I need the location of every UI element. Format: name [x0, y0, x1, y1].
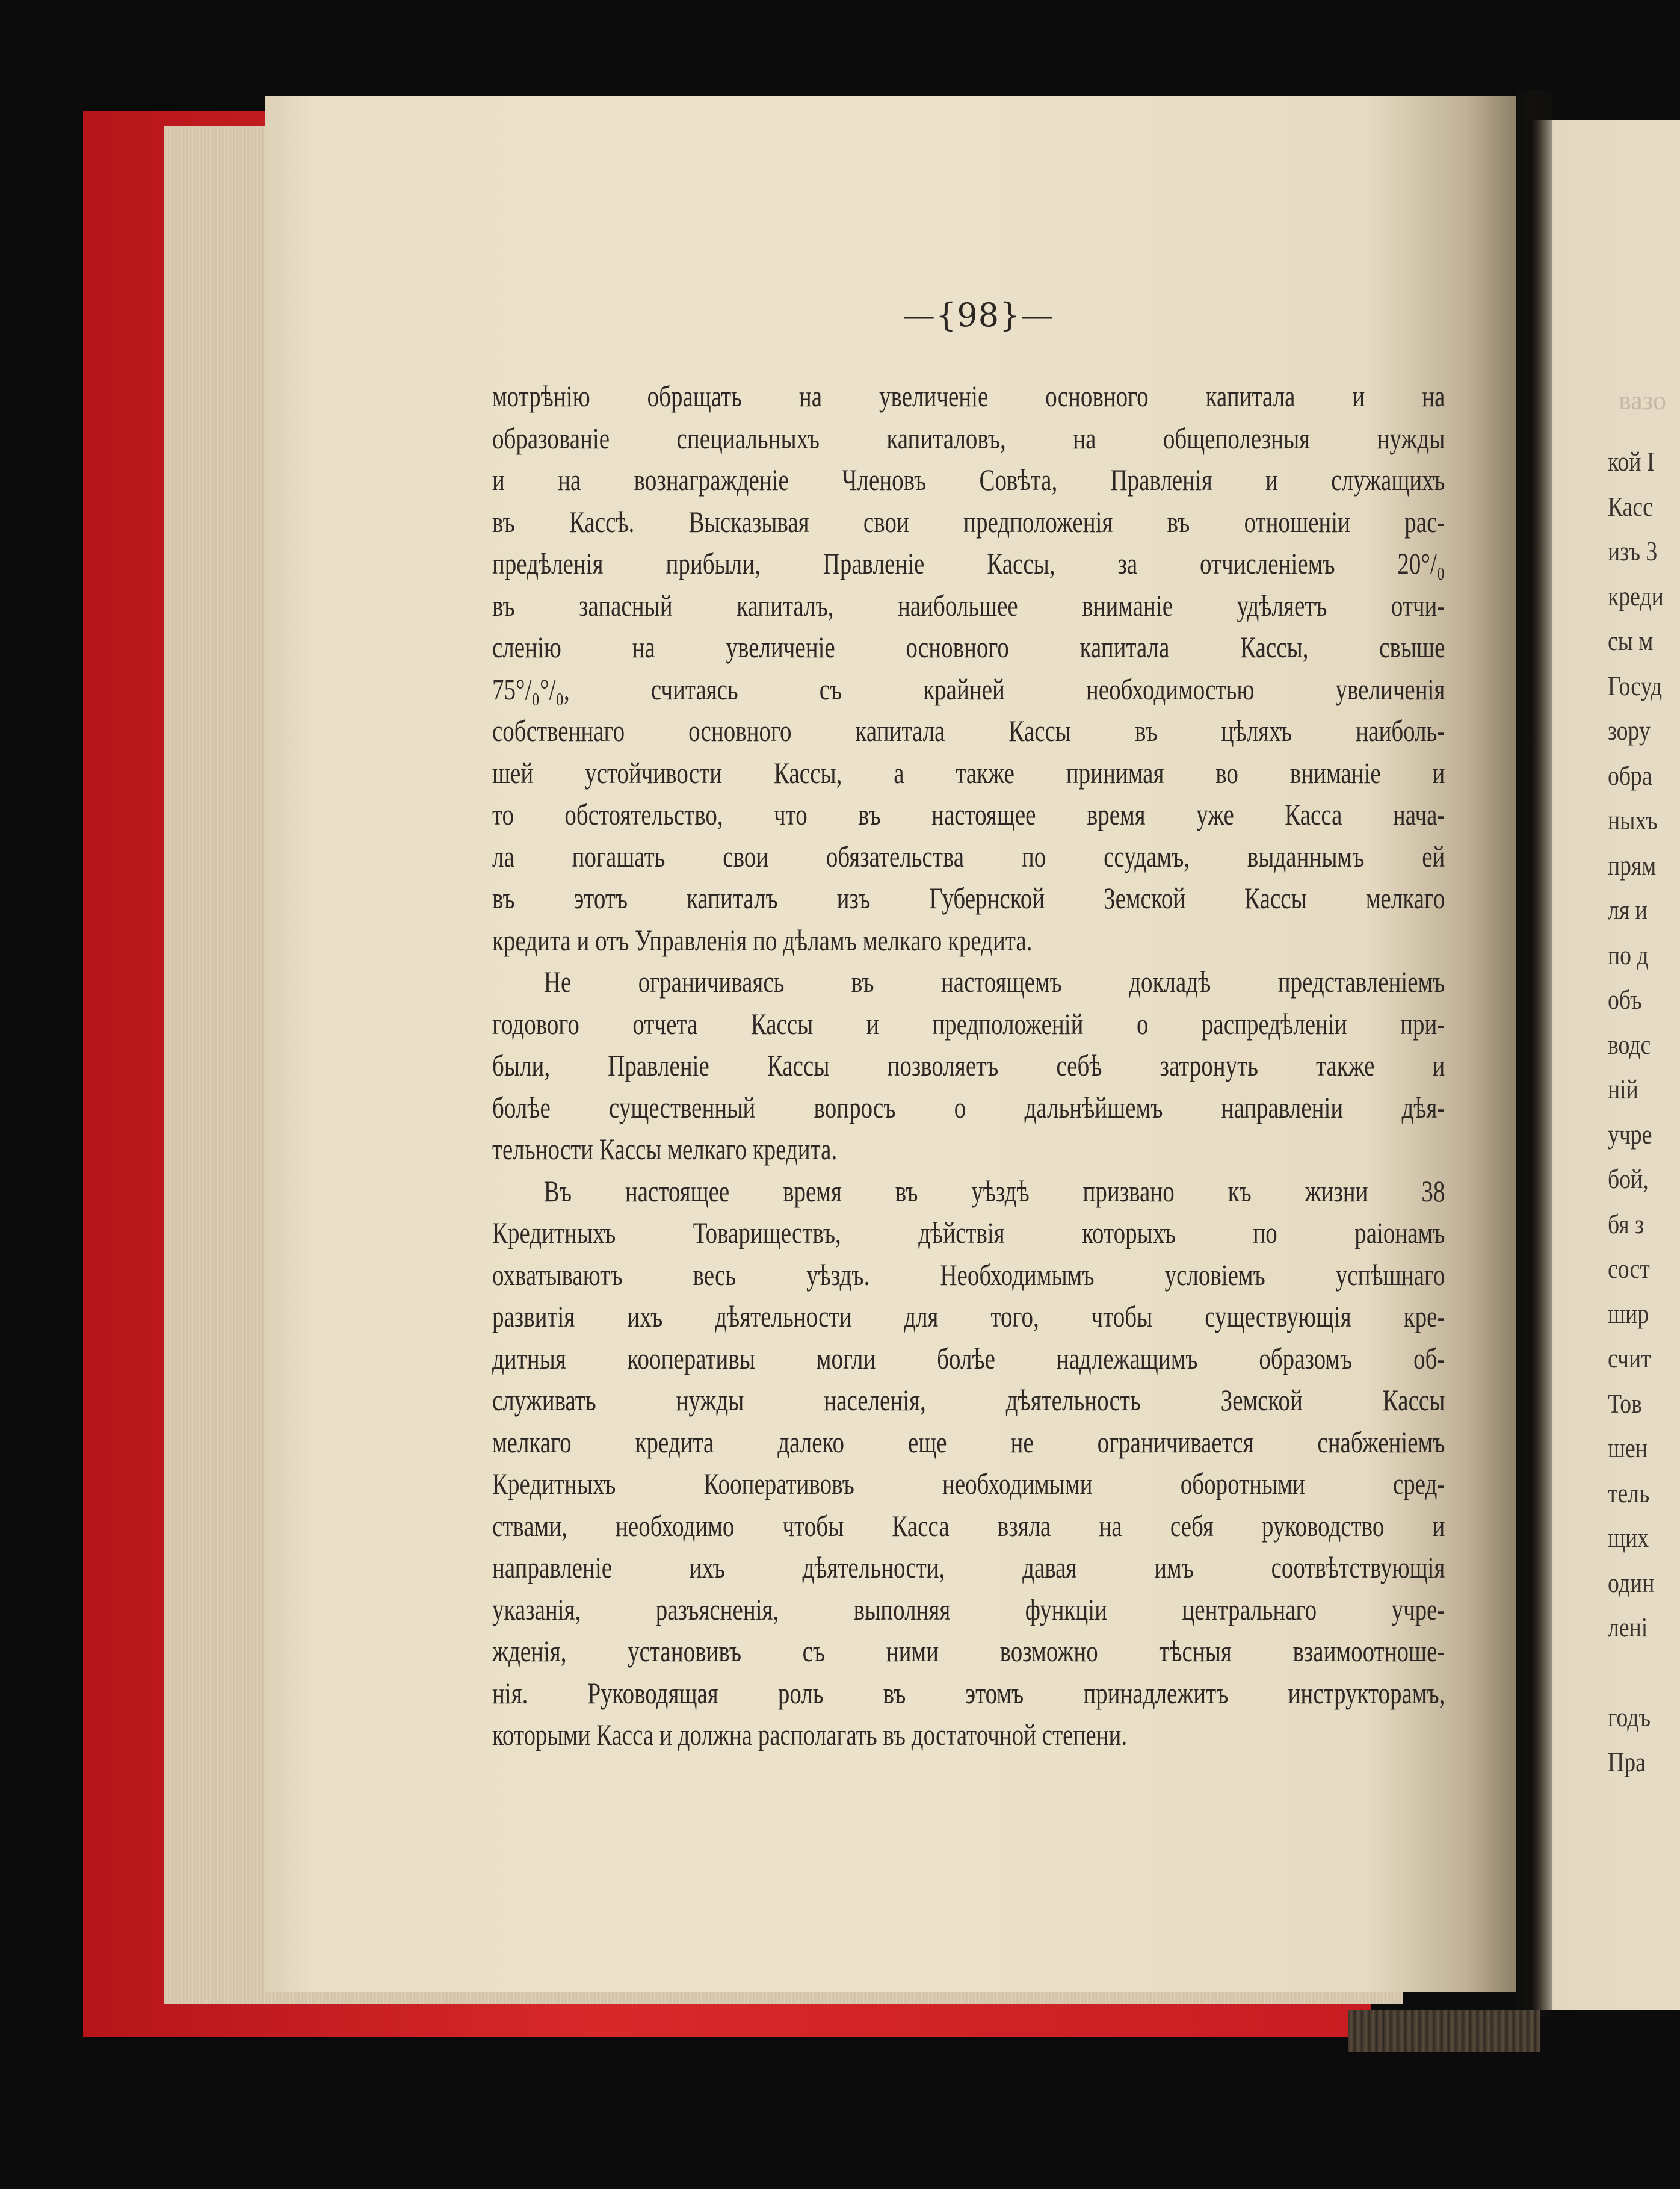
facing-page-line: зору [1608, 715, 1651, 746]
facing-page-line: шир [1608, 1298, 1649, 1329]
facing-page-line: бя з [1608, 1208, 1644, 1239]
text-line: дитныя кооперативы могли болѣе надлежащимъ образомъ об- [492, 1341, 1445, 1375]
text-line: въ Кассѣ. Высказывая свои предположенія въ отношеніи рас- [492, 504, 1445, 539]
facing-page-line: один [1608, 1567, 1655, 1598]
text-line: Кредитныхъ Кооперативовъ необходимыми оборотными сред- [492, 1467, 1445, 1500]
text-line: Кредитныхъ Товариществъ, дѣйствія которыхъ по раіонамъ [492, 1216, 1445, 1249]
text-line: болѣе существенный вопросъ о дальнѣйшемъ направленіи дѣя- [492, 1090, 1445, 1124]
text-line: кредита и отъ Управленія по дѣламъ мелкаго кредита. [492, 923, 1033, 957]
text-line: Въ настоящее время въ уѣздѣ призвано къ жизни 38 [543, 1174, 1445, 1208]
facing-page-line: сы м [1608, 625, 1654, 656]
facing-page-line: бой, [1608, 1163, 1649, 1194]
facing-page-line: сост [1608, 1253, 1650, 1284]
text-line: то обстоятельство, что въ настоящее время уже Касса нача- [492, 797, 1445, 831]
facing-page-line: годъ [1608, 1701, 1651, 1732]
gutter-shadow [1516, 90, 1552, 2016]
facing-page-line: щих [1608, 1522, 1649, 1553]
text-line: шей устойчивости Кассы, а также принимая во вниманіе и [492, 755, 1445, 790]
text-line: 75°/₀°/₀, считаясь съ крайней необходимостью увеличенія [492, 672, 1445, 706]
facing-page-line: Касс [1608, 491, 1653, 522]
text-line: развитія ихъ дѣятельности для того, чтобы существующія кре- [492, 1299, 1445, 1333]
text-line: которыми Касса и должна располагать въ достаточной степени. [492, 1718, 1128, 1751]
text-line: образованіе специальныхъ капиталовъ, на общеполезныя нужды [492, 421, 1445, 455]
text-line: служивать нужды населенія, дѣятельность Земской Кассы [492, 1383, 1445, 1417]
text-line: Не ограничиваясь въ настоящемъ докладѣ представленіемъ [543, 965, 1445, 999]
facing-page-line: Тов [1608, 1387, 1642, 1419]
facing-page-line: Пра [1608, 1746, 1646, 1777]
facing-page-line: ныхъ [1608, 805, 1658, 835]
text-line: собственнаго основного капитала Кассы въ цѣляхъ наиболь- [492, 714, 1445, 748]
facing-page-line: учре [1608, 1118, 1652, 1150]
text-line: направленіе ихъ дѣятельности, давая имъ соотвѣтствующія [492, 1550, 1445, 1584]
facing-page-line: по д [1608, 939, 1649, 970]
facing-page-line: ній [1608, 1074, 1638, 1104]
facing-page-line: обра [1608, 760, 1652, 791]
text-line: охватываютъ весь уѣздъ. Необходимымъ условіемъ успѣшнаго [492, 1257, 1445, 1292]
text-line: мотрѣнію обращать на увеличеніе основного капитала и на [492, 379, 1445, 413]
text-line: предѣленія прибыли, Правленіе Кассы, за отчисленіемъ 20°/₀ [492, 546, 1445, 580]
facing-page-line: лені [1608, 1612, 1648, 1643]
facing-page-line: Госуд [1608, 670, 1663, 701]
text-line: жденія, установивъ съ ними возможно тѣсныя взаимоотноше- [492, 1634, 1445, 1668]
text-line: нія. Руководящая роль въ этомъ принадлежитъ инструкторамъ, [492, 1676, 1445, 1710]
text-line: мелкаго кредита далеко еще не ограничивается снабженіемъ [492, 1425, 1445, 1459]
facing-page-line: тель [1608, 1477, 1650, 1508]
facing-page-text [1608, 439, 1664, 1785]
page-number: —{98}— [903, 296, 1054, 334]
facing-page-line: счит [1608, 1343, 1651, 1373]
facing-page-line: объ [1608, 984, 1642, 1015]
text-line: ла погашать свои обязательства по ссудамъ, выданнымъ ей [492, 839, 1445, 873]
facing-page-line: водс [1608, 1029, 1651, 1060]
facing-page-faded-text: вазо [1619, 386, 1666, 415]
text-line: ствами, необходимо чтобы Касса взяла на себя руководство и [492, 1508, 1445, 1543]
body-text [492, 376, 1445, 1756]
text-line: тельности Кассы мелкаго кредита. [492, 1132, 838, 1166]
facing-page-line: изъ 3 [1608, 536, 1658, 566]
text-line: сленію на увеличеніе основного капитала Кассы, свыше [492, 630, 1445, 664]
spine-edge [1348, 2010, 1540, 2052]
text-line: въ запасный капиталъ, наибольшее вниманіе удѣляетъ отчи- [492, 588, 1445, 622]
facing-page-line: креди [1608, 580, 1664, 611]
text-line: въ этотъ капиталъ изъ Губернской Земской Кассы мелкаго [492, 881, 1445, 915]
text-line: указанія, разъясненія, выполняя функціи центральнаго учре- [492, 1592, 1445, 1626]
text-line: и на вознагражденіе Членовъ Совѣта, Правленія и служащихъ [492, 463, 1445, 497]
facing-page-line: прям [1608, 849, 1657, 881]
text-line: годового отчета Кассы и предположеній о распредѣленіи при- [492, 1006, 1445, 1041]
text-line: были, Правленіе Кассы позволяетъ себѣ затронуть также и [492, 1048, 1445, 1082]
facing-page-line: кой І [1608, 446, 1655, 477]
facing-page-line [1608, 1650, 1664, 1695]
facing-page-line: шен [1608, 1432, 1648, 1463]
facing-page-line: ля и [1608, 894, 1648, 925]
